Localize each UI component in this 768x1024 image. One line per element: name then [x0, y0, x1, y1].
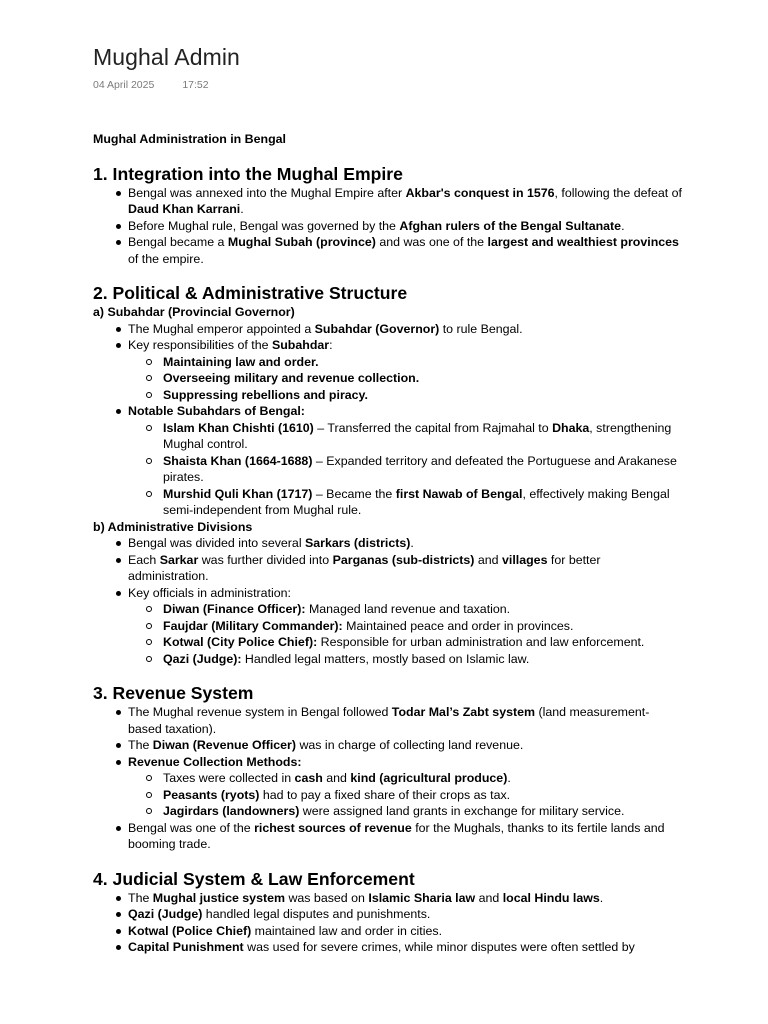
- sub-bullet-list: [93, 354, 683, 404]
- bold-text: largest and wealthiest provinces: [487, 235, 679, 249]
- bold-text: Notable Subahdars of Bengal:: [128, 404, 305, 418]
- bold-text: Faujdar (Military Commander):: [163, 618, 343, 633]
- bold-text: Qazi (Judge): [128, 907, 203, 921]
- section-heading: 3. Revenue System: [93, 683, 254, 703]
- bullet-list: [93, 704, 683, 853]
- bold-text: Peasants (ryots): [163, 787, 260, 802]
- bullet-item: The Mughal justice system was based on Islamic Sharia law and local Hindu laws.: [93, 890, 683, 907]
- sub-bullet-item: Taxes were collected in cash and kind (agricultural produce).: [93, 770, 683, 787]
- bullet-item: [93, 754, 683, 771]
- sub-bullet-item: [93, 354, 683, 371]
- bold-text: Todar Mal’s Zabt system: [391, 705, 536, 719]
- section-heading: 2. Political & Administrative Structure: [93, 283, 408, 303]
- bold-text: Suppressing rebellions and piracy.: [163, 387, 368, 402]
- sub-bullet-item: Peasants (ryots) had to pay a fixed share of their crops as tax.: [93, 787, 683, 804]
- bold-text: Kotwal (City Police Chief):: [163, 635, 318, 649]
- bullet-item: Qazi (Judge) handled legal disputes and punishments.: [93, 906, 683, 923]
- bullet-item: Bengal was one of the richest sources of revenue for the Mughals, thanks to its fertile lands and booming trade.: [93, 820, 683, 853]
- bullet-list: [93, 185, 683, 268]
- sub-bullet-list: [93, 601, 683, 667]
- bold-text: Afghan rulers of the Bengal Sultanate: [399, 218, 622, 233]
- bold-text: first Nawab of Bengal: [395, 486, 523, 501]
- sub-bullet-item: [93, 387, 683, 404]
- section-gap: [93, 853, 683, 868]
- note-body[interactable]: [93, 131, 683, 956]
- bold-text: Subahdar (Governor): [314, 321, 440, 336]
- bullet-item: Key responsibilities of the Subahdar:: [93, 337, 683, 354]
- bold-text: Islamic Sharia law: [368, 890, 476, 905]
- document-title: Mughal Administration in Bengal: [93, 132, 286, 146]
- bullet-list: [93, 890, 683, 956]
- sub-bullet-item: Shaista Khan (1664-1688) – Expanded territory and defeated the Portuguese and Arakanese pirates.: [93, 453, 683, 486]
- bold-text: villages: [502, 552, 548, 567]
- sub-bullet-item: Islam Khan Chishti (1610) – Transferred the capital from Rajmahal to Dhaka, strengthening Mughal control.: [93, 420, 683, 453]
- bold-text: Capital Punishment: [128, 940, 244, 954]
- bullet-item: Each Sarkar was further divided into Parganas (sub-districts) and villages for better administration.: [93, 552, 683, 585]
- sub-bullet-item: Kotwal (City Police Chief): Responsible for urban administration and law enforcement.: [93, 634, 683, 651]
- bold-text: Mughal justice system: [152, 890, 286, 905]
- bold-text: Parganas (sub-districts): [332, 552, 475, 567]
- note-date: 04 April 2025: [93, 79, 155, 91]
- bullet-list: [93, 535, 683, 667]
- sub-bullet-list: [93, 770, 683, 820]
- bullet-list: [93, 321, 683, 519]
- bold-text: Sarkar: [159, 552, 199, 567]
- section-heading: 1. Integration into the Mughal Empire: [93, 163, 403, 184]
- section-gap: [93, 267, 683, 282]
- bullet-item: Kotwal (Police Chief) maintained law and order in cities.: [93, 923, 683, 940]
- bold-text: Akbar's conquest in 1576: [405, 185, 555, 200]
- bullet-item: Bengal became a Mughal Subah (province) and was one of the largest and wealthiest provinces of the empire.: [93, 234, 683, 267]
- bold-text: Jagirdars (landowners): [163, 804, 300, 818]
- bold-text: kind (agricultural produce): [350, 771, 508, 785]
- sub-bullet-item: Faujdar (Military Commander): Maintained peace and order in provinces.: [93, 618, 683, 635]
- note-title[interactable]: Mughal Admin: [93, 44, 240, 70]
- subsection-heading: b) Administrative Divisions: [93, 519, 253, 534]
- bold-text: Sarkars (districts): [305, 536, 411, 550]
- bullet-item: Capital Punishment was used for severe crimes, while minor disputes were often settled by: [93, 939, 683, 956]
- sub-bullet-item: Murshid Quli Khan (1717) – Became the first Nawab of Bengal, effectively making Bengal semi-independent from Mughal rule.: [93, 486, 683, 519]
- bullet-item: The Mughal emperor appointed a Subahdar (Governor) to rule Bengal.: [93, 321, 683, 338]
- bullet-item: Key officials in administration:: [93, 585, 683, 602]
- bold-text: Shaista Khan (1664-1688): [163, 453, 313, 468]
- sub-bullet-item: Qazi (Judge): Handled legal matters, mostly based on Islamic law.: [93, 651, 683, 668]
- bold-text: richest sources of revenue: [254, 820, 412, 835]
- section-heading: 4. Judicial System & Law Enforcement: [93, 868, 415, 889]
- sub-bullet-item: Jagirdars (landowners) were assigned land grants in exchange for military service.: [93, 803, 683, 820]
- bullet-item: The Diwan (Revenue Officer) was in charge of collecting land revenue.: [93, 737, 683, 754]
- subsection-heading: a) Subahdar (Provincial Governor): [93, 305, 295, 319]
- bold-text: Islam Khan Chishti (1610): [163, 420, 314, 435]
- note-timestamp: [93, 79, 209, 91]
- sub-bullet-item: [93, 370, 683, 387]
- bullet-item: Bengal was divided into several Sarkars (districts).: [93, 535, 683, 552]
- bullet-item: Bengal was annexed into the Mughal Empire after Akbar's conquest in 1576, following the defeat of Daud Khan Karrani.: [93, 185, 683, 218]
- bold-text: Dhaka: [552, 420, 590, 435]
- bullet-item: Before Mughal rule, Bengal was governed by the Afghan rulers of the Bengal Sultanate.: [93, 218, 683, 235]
- section-gap: [93, 667, 683, 682]
- bold-text: Qazi (Judge):: [163, 651, 242, 666]
- bold-text: Subahdar: [271, 338, 330, 352]
- bold-text: Murshid Quli Khan (1717): [163, 486, 313, 501]
- bullet-item: The Mughal revenue system in Bengal followed Todar Mal’s Zabt system (land measurement-based taxation).: [93, 704, 683, 737]
- bold-text: Daud Khan Karrani: [128, 202, 241, 216]
- bold-text: local Hindu laws: [502, 890, 600, 905]
- bold-text: Overseeing military and revenue collection.: [163, 371, 420, 385]
- bold-text: Diwan (Revenue Officer): [152, 738, 297, 752]
- sub-bullet-list: [93, 420, 683, 519]
- bold-text: cash: [294, 771, 323, 785]
- bold-text: Diwan (Finance Officer):: [163, 602, 306, 616]
- bold-text: Mughal Subah (province): [227, 235, 376, 249]
- bold-text: Maintaining law and order.: [163, 354, 319, 369]
- note-time: 17:52: [182, 79, 209, 91]
- sub-bullet-item: Diwan (Finance Officer): Managed land revenue and taxation.: [93, 601, 683, 618]
- bold-text: Revenue Collection Methods:: [128, 754, 302, 769]
- bold-text: Kotwal (Police Chief): [128, 923, 252, 938]
- bullet-item: [93, 403, 683, 420]
